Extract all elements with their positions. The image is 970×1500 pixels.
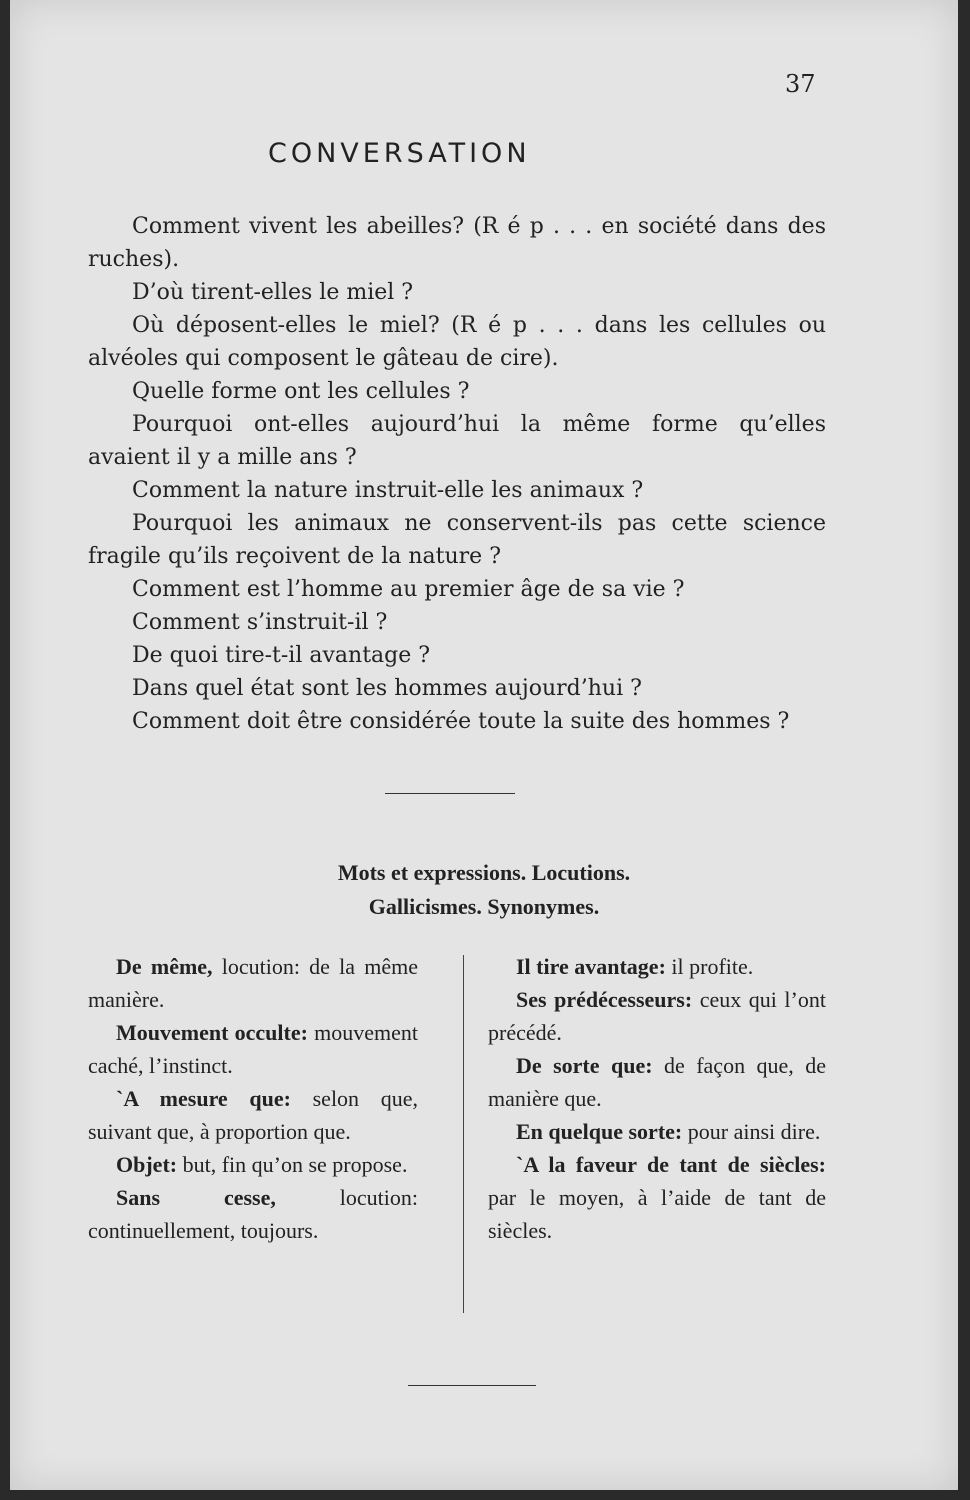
vocab-term: Il tire avantage:: [516, 954, 666, 979]
vocab-term: Objet:: [116, 1152, 178, 1177]
vocab-definition: de façon que, de manière que.: [488, 1053, 826, 1111]
vocab-entry: [488, 1115, 826, 1148]
vocab-term: Mouvement occulte:: [116, 1020, 308, 1045]
question-item: Comment s’instruit-il ?: [132, 610, 388, 635]
vocab-entry: [88, 1082, 418, 1148]
page-title: CONVERSATION: [268, 138, 531, 169]
vocab-entry: [488, 983, 826, 1049]
vocab-definition: pour ainsi dire.: [682, 1119, 821, 1144]
question-list: [88, 210, 826, 738]
vocab-title-line-2: Gallicismes. Synonymes.: [368, 894, 600, 919]
vocab-definition: locution: de la même manière.: [88, 954, 418, 1012]
vocab-definition: ceux qui l’ont précédé.: [488, 987, 826, 1045]
book-page: [10, 0, 958, 1490]
column-divider: [463, 955, 464, 1313]
section-divider: [385, 793, 515, 794]
question-item: Comment doit être considérée toute la suite des hommes ?: [132, 709, 790, 734]
vocab-definition: par le moyen, à l’aide de tant de siècles.: [488, 1185, 826, 1243]
vocab-term: En quelque sorte:: [516, 1119, 683, 1144]
question-item: Pourquoi les animaux ne conservent-ils pas cette science fragile qu’ils reçoivent de la nature ?: [88, 511, 826, 569]
question-item: Pourquoi ont-elles aujourd’hui la même forme qu’elles avaient il y a mille ans ?: [88, 412, 826, 470]
vocab-term: Ses prédécesseurs:: [516, 987, 693, 1012]
question-item: D’où tirent-elles le miel ?: [132, 280, 414, 305]
vocab-entry: [88, 1016, 418, 1082]
vocab-term: `A mesure que:: [116, 1086, 291, 1111]
question-item: Dans quel état sont les hommes aujourd’hui ?: [132, 676, 642, 701]
vocab-term: Sans cesse,: [116, 1185, 276, 1210]
bottom-divider: [408, 1385, 536, 1386]
question-item: Comment la nature instruit-elle les animaux ?: [132, 478, 644, 503]
question-item: Comment est l’homme au premier âge de sa vie ?: [132, 577, 685, 602]
vocab-entry: [488, 1049, 826, 1115]
vocab-entry: [88, 1148, 418, 1181]
vocab-column-left: [88, 950, 418, 1247]
vocab-definition: selon que, suivant que, à proportion que.: [88, 1086, 418, 1144]
question-item: Où déposent-elles le miel? (R é p . . . dans les cellules ou alvéoles qui composent le gâteau de cire).: [88, 313, 826, 371]
vocab-term: `A la faveur de tant de siècles:: [516, 1152, 826, 1177]
vocab-term: De même,: [116, 954, 213, 979]
vocab-entry: [88, 950, 418, 1016]
vocab-term: De sorte que:: [516, 1053, 653, 1078]
vocab-entry: [88, 1181, 418, 1247]
page-number: 37: [785, 70, 816, 98]
question-item: De quoi tire-t-il avantage ?: [132, 643, 431, 668]
question-item: Comment vivent les abeilles? (R é p . . . en société dans des ruches).: [88, 214, 826, 272]
question-item: Quelle forme ont les cellules ?: [132, 379, 470, 404]
vocab-entry: [488, 950, 826, 983]
vocab-column-right: [488, 950, 826, 1247]
vocab-entry: [488, 1148, 826, 1247]
vocab-definition: but, fin qu’on se propose.: [177, 1152, 408, 1177]
vocab-title-line-1: Mots et expressions. Locutions.: [337, 860, 631, 885]
vocab-definition: il profite.: [665, 954, 754, 979]
vocab-section-title: [10, 856, 958, 924]
vocab-definition: locution: continuellement, toujours.: [88, 1185, 419, 1243]
vocab-definition: mouvement caché, l’instinct.: [88, 1020, 418, 1078]
